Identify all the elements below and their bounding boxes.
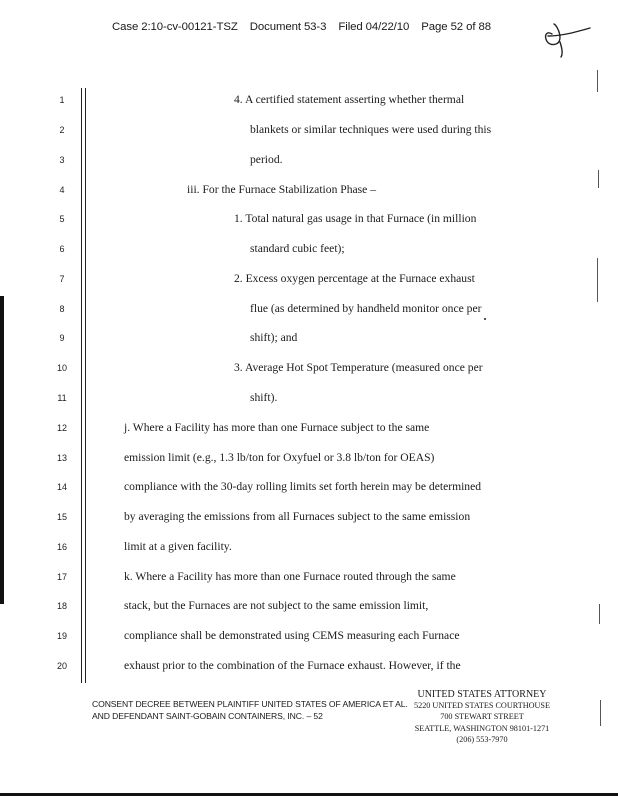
margin-rule-left — [81, 88, 82, 683]
office-address-line: SEATTLE, WASHINGTON 98101-1271 — [414, 723, 550, 733]
line-number: 12 — [56, 423, 67, 433]
scan-speck — [597, 258, 598, 302]
office-address-line: 5220 UNITED STATES COURTHOUSE — [414, 701, 550, 711]
office-phone: (206) 553-7970 — [456, 734, 508, 744]
line-number: 19 — [56, 631, 67, 641]
body-line: 1. Total natural gas usage in that Furnace (in million — [234, 212, 477, 225]
margin-rule-right — [85, 88, 86, 683]
ecf-header — [112, 21, 532, 33]
footer-caption-line: CONSENT DECREE BETWEEN PLAINTIFF UNITED STATES OF AMERICA ET AL. — [92, 699, 408, 709]
body-line: compliance with the 30-day rolling limits set forth herein may be determined — [124, 480, 482, 493]
scan-speck — [600, 700, 601, 726]
line-number: 6 — [59, 244, 65, 254]
filed-date: Filed 04/22/10 — [338, 21, 410, 33]
scan-bottom-edge — [0, 793, 618, 796]
body-line: 4. A certified statement asserting whether thermal — [234, 93, 465, 106]
line-number: 4 — [59, 185, 65, 195]
line-number: 7 — [59, 274, 65, 284]
body-line: shift); and — [250, 331, 298, 344]
scan-speck — [598, 170, 599, 188]
line-number: 14 — [56, 482, 67, 492]
body-line: blankets or similar techniques were used during this — [250, 123, 492, 136]
line-number: 13 — [56, 453, 67, 463]
body-line: standard cubic feet); — [250, 242, 345, 255]
line-number: 15 — [56, 512, 67, 522]
body-line: exhaust prior to the combination of the Furnace exhaust. However, if the — [124, 659, 461, 672]
scan-speck — [484, 318, 486, 320]
line-number: 1 — [59, 95, 65, 105]
line-number: 17 — [56, 572, 67, 582]
line-number: 2 — [59, 125, 65, 135]
scan-speck — [599, 604, 600, 624]
body-line: iii. For the Furnace Stabilization Phase – — [187, 183, 377, 196]
footer-caption-line: AND DEFENDANT SAINT-GOBAIN CONTAINERS, INC. – 52 — [92, 710, 323, 721]
line-number: 20 — [56, 661, 67, 671]
line-number: 5 — [59, 214, 65, 224]
line-number: 3 — [59, 155, 65, 165]
handwritten-initials-icon — [538, 14, 594, 58]
body-line: 3. Average Hot Spot Temperature (measured once per — [234, 361, 483, 374]
line-number: 11 — [57, 393, 67, 403]
office-title: UNITED STATES ATTORNEY — [417, 689, 547, 700]
line-number: 16 — [56, 542, 67, 552]
body-line: shift). — [250, 391, 278, 404]
body-line: j. Where a Facility has more than one Furnace subject to the same — [124, 421, 430, 434]
line-number: 8 — [59, 304, 65, 314]
body-line: period. — [250, 153, 283, 166]
body-line: k. Where a Facility has more than one Furnace routed through the same — [124, 570, 456, 583]
office-address-line: 700 STEWART STREET — [440, 712, 524, 722]
case-number: Case 2:10-cv-00121-TSZ — [112, 21, 238, 33]
document-number: Document 53-3 — [249, 21, 327, 33]
footer-caption — [92, 699, 412, 722]
scan-edge-shadow — [0, 296, 4, 604]
body-line: stack, but the Furnaces are not subject to the same emission limit, — [124, 599, 429, 612]
line-number: 9 — [59, 333, 65, 343]
scan-speck — [597, 70, 598, 92]
body-line: by averaging the emissions from all Furnaces subject to the same emission — [124, 510, 471, 523]
body-line: 2. Excess oxygen percentage at the Furnace exhaust — [234, 272, 475, 285]
line-number: 18 — [56, 601, 67, 611]
body-line: flue (as determined by handheld monitor once per — [250, 302, 482, 315]
line-number: 10 — [56, 363, 67, 373]
body-line: limit at a given facility. — [124, 540, 232, 553]
body-line: compliance shall be demonstrated using CEMS measuring each Furnace — [124, 629, 460, 642]
us-attorney-block — [402, 689, 562, 745]
page-count: Page 52 of 88 — [421, 21, 491, 33]
body-line: emission limit (e.g., 1.3 lb/ton for Oxyfuel or 3.8 lb/ton for OEAS) — [124, 451, 435, 464]
